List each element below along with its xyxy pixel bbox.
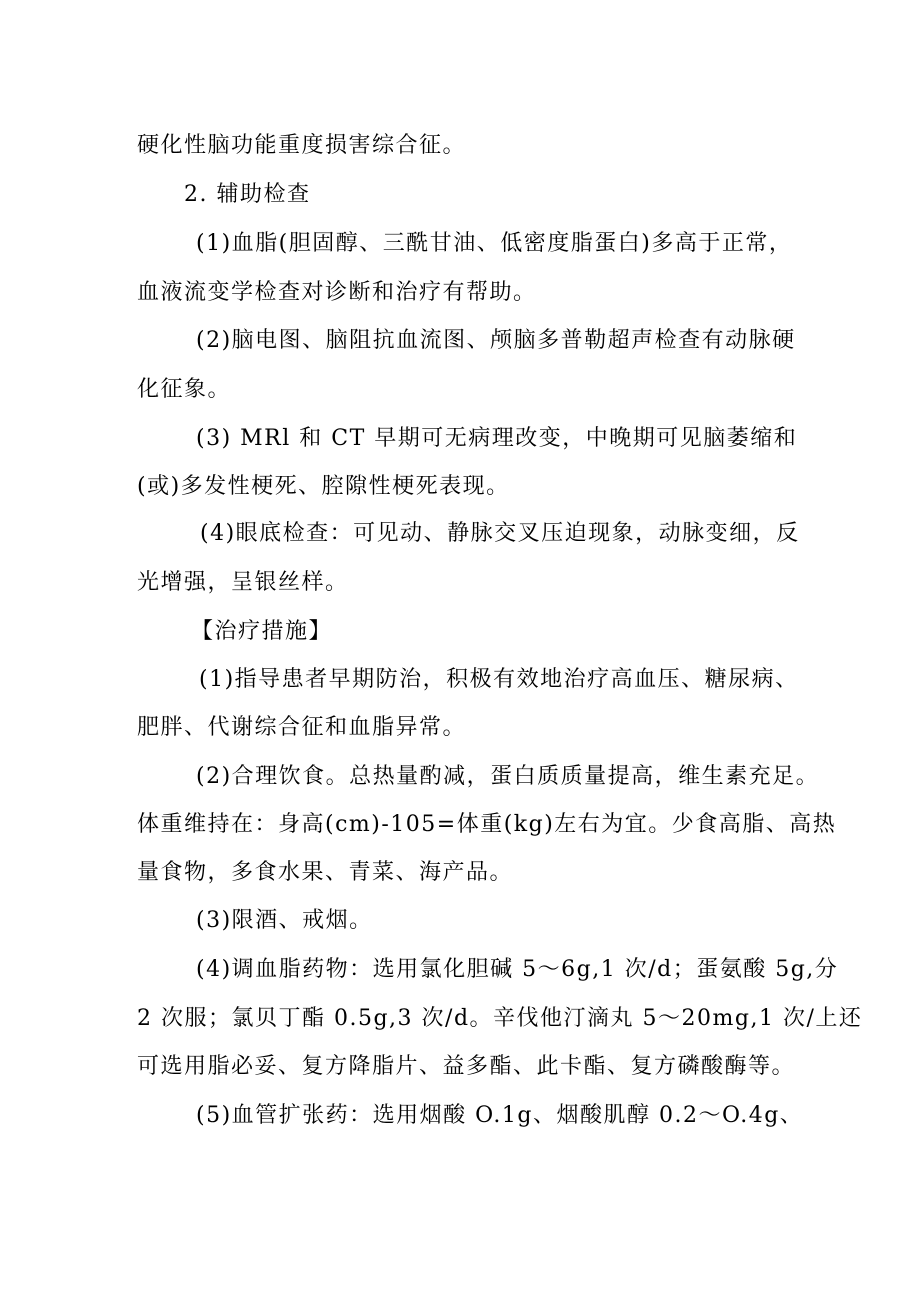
text-line: 硬化性脑功能重度损害综合征。 xyxy=(137,133,467,158)
text-line: (2)脑电图、脑阻抗血流图、颅脑多普勒超声检查有动脉硬 xyxy=(196,328,796,353)
text-line: 血液流变学检查对诊断和治疗有帮助。 xyxy=(137,280,537,305)
text-line: (1)指导患者早期防治，积极有效地治疗高血压、糖尿病、 xyxy=(199,667,799,692)
text-line: 量食物，多食水果、青菜、海产品。 xyxy=(137,860,514,885)
text-line: (3)限酒、戒烟。 xyxy=(196,908,373,933)
text-line: (3) MRl 和 CT 早期可无病理改变，中晚期可见脑萎缩和 xyxy=(196,426,798,451)
text-line: 化征象。 xyxy=(137,377,232,402)
text-line: (或)多发性梗死、腔隙性梗死表现。 xyxy=(137,474,510,499)
text-line: (4)调血脂药物：选用氯化胆碱 5～6g,1 次/d；蛋氨酸 5g,分 xyxy=(196,957,839,982)
section-heading: 2. 辅助检查 xyxy=(184,182,311,207)
text-line: 体重维持在：身高(cm)-105=体重(kg)左右为宜。少食高脂、高热 xyxy=(137,812,837,837)
text-line: (2)合理饮食。总热量酌减，蛋白质质量提高，维生素充足。 xyxy=(196,764,820,789)
section-heading: 【治疗措施】 xyxy=(191,619,333,644)
text-line: (1)血脂(胆固醇、三酰甘油、低密度脂蛋白)多高于正常， xyxy=(196,231,793,256)
text-line: 光增强，呈银丝样。 xyxy=(137,570,349,595)
text-line: 可选用脂必妥、复方降脂片、益多酯、此卡酯、复方磷酸酶等。 xyxy=(137,1054,796,1079)
text-line: (4)眼底检查：可见动、静脉交叉压迫现象，动脉变细，反 xyxy=(200,521,800,546)
text-line: 肥胖、代谢综合征和血脂异常。 xyxy=(137,715,467,740)
text-line: 2 次服；氯贝丁酯 0.5g,3 次/d。辛伐他汀滴丸 5～20mg,1 次/上还 xyxy=(137,1006,863,1031)
text-line: (5)血管扩张药：选用烟酸 O.1g、烟酸肌醇 0.2～O.4g、 xyxy=(196,1103,804,1128)
